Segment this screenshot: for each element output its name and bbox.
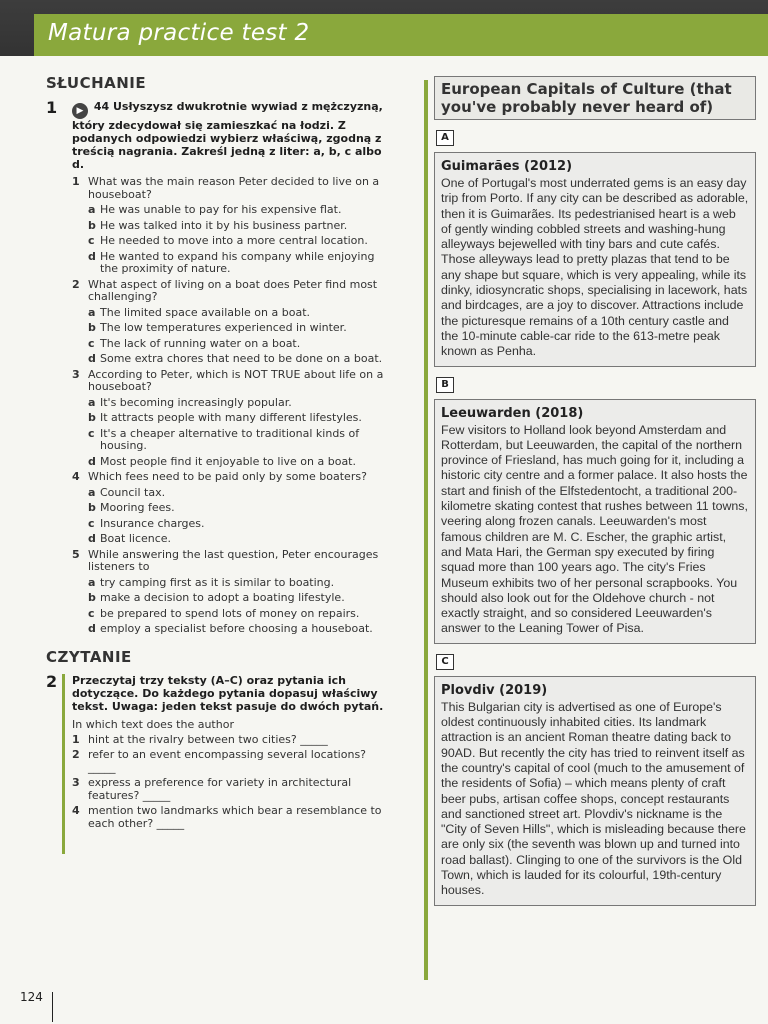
text-label: C <box>436 654 454 670</box>
answer-option[interactable] <box>72 412 386 425</box>
listening-questions <box>72 176 386 636</box>
question-number: 4 <box>72 470 80 483</box>
option-letter: d <box>88 249 96 263</box>
option-text: Council tax. <box>100 485 166 499</box>
answer-option[interactable] <box>72 322 386 335</box>
question-number: 1 <box>72 175 80 188</box>
option-letter: b <box>88 321 96 334</box>
article-texts <box>434 120 756 906</box>
question-number: 2 <box>72 748 80 761</box>
text-label: A <box>436 130 454 146</box>
text-body: Few visitors to Holland look beyond Amsterdam and Rotterdam, but Leeuwarden, the capital of the northern province of Friesland, has much going for it, including a historic city centre and a former palace. It also hosts the start and finish of the Elfstedentocht, a traditional 200-kilometre skating contest that rushes between 11 towns, veering along frozen canals. Leeuwarden's most famous children are M. C. Escher, the graphic artist, and Mata Hari, the German spy executed by firing squad more than 100 years ago. The city's Fries Museum exhibits two of her personal scrapbooks. You should also look out for the Oldehove church - not exactly straight, and so considered Leeuwarden's answer to the Leaning Tower of Pisa. <box>441 422 748 636</box>
answer-option[interactable] <box>72 220 386 233</box>
answer-option[interactable] <box>72 608 386 621</box>
option-letter: b <box>88 411 96 424</box>
option-letter: d <box>88 352 96 365</box>
reading-question[interactable] <box>72 734 386 747</box>
listening-question <box>72 471 386 484</box>
page-number-rule <box>52 992 53 1022</box>
option-letter: a <box>88 575 96 589</box>
option-text: He needed to move into a more central location. <box>100 234 368 247</box>
answer-option[interactable] <box>72 487 386 500</box>
article-title: European Capitals of Culture (that you've probably never heard of) <box>434 76 756 120</box>
question-number: 4 <box>72 804 80 817</box>
option-letter: d <box>88 454 96 468</box>
reading-question[interactable] <box>72 749 386 774</box>
option-text: Most people find it enjoyable to live on a boat. <box>100 454 356 468</box>
option-letter: c <box>88 234 95 247</box>
option-letter: b <box>88 501 96 514</box>
question-text: What aspect of living on a boat does Peter find most challenging? <box>88 277 378 303</box>
answer-option[interactable] <box>72 235 386 248</box>
answer-option[interactable] <box>72 338 386 351</box>
listening-question <box>72 369 386 394</box>
question-text: express a preference for variety in architectural features? _____ <box>88 776 352 802</box>
option-letter: c <box>88 606 95 620</box>
option-text: It's a cheaper alternative to traditional kinds of housing. <box>100 426 360 452</box>
audio-track-icon[interactable]: ▶ <box>72 103 88 119</box>
question-text: hint at the rivalry between two cities? _____ <box>88 732 328 746</box>
option-letter: b <box>88 591 96 604</box>
option-letter: a <box>88 305 96 319</box>
answer-option[interactable] <box>72 353 386 366</box>
reading-heading: CZYTANIE <box>46 647 132 666</box>
option-letter: c <box>88 426 95 440</box>
listening-task <box>46 100 386 636</box>
option-letter: c <box>88 336 95 350</box>
reading-task-bar <box>62 674 65 854</box>
question-text: While answering the last question, Peter encourages listeners to <box>88 547 379 573</box>
option-text: be prepared to spend lots of money on repairs. <box>100 606 360 620</box>
answer-option[interactable] <box>72 623 386 636</box>
reading-task <box>46 671 386 831</box>
text-box <box>434 676 756 906</box>
reading-lead: In which text does the author <box>72 717 234 731</box>
answer-option[interactable] <box>72 428 386 453</box>
reading-task-number: 2 <box>46 671 58 691</box>
text-label: B <box>436 377 454 393</box>
option-text: Boat licence. <box>100 532 172 545</box>
option-text: Some extra chores that need to be done on a boat. <box>100 352 383 365</box>
option-text: He wanted to expand his company while enjoying the proximity of nature. <box>100 249 375 275</box>
option-text: employ a specialist before choosing a houseboat. <box>100 622 373 635</box>
option-letter: d <box>88 622 96 635</box>
page-number: 124 <box>20 990 43 1004</box>
option-text: Mooring fees. <box>100 501 175 514</box>
answer-option[interactable] <box>72 204 386 217</box>
answer-option[interactable] <box>72 456 386 469</box>
left-column <box>46 74 386 830</box>
reading-questions <box>72 734 386 831</box>
text-heading: Leeuwarden (2018) <box>441 405 584 421</box>
question-number: 3 <box>72 367 80 381</box>
reading-question[interactable] <box>72 805 386 830</box>
option-text: It's becoming increasingly popular. <box>100 395 292 409</box>
text-heading: Plovdiv (2019) <box>441 682 548 698</box>
track-number: 44 <box>93 100 110 113</box>
listening-question <box>72 549 386 574</box>
answer-option[interactable] <box>72 518 386 531</box>
reading-instruction: Przeczytaj trzy teksty (A–C) oraz pytania ich dotyczące. Do każdego pytania dopasuj właściwy tekst. Uwaga: jeden tekst pasuje do dwóch pytań. <box>72 673 384 713</box>
answer-option[interactable] <box>72 251 386 276</box>
answer-option[interactable] <box>72 502 386 515</box>
option-letter: b <box>88 218 96 232</box>
question-number: 1 <box>72 732 80 746</box>
text-box <box>434 152 756 367</box>
question-number: 5 <box>72 547 80 561</box>
question-text: refer to an event encompassing several locations? _____ <box>88 748 367 774</box>
article-side-rule <box>424 80 428 980</box>
text-body: One of Portugal's most underrated gems is an easy day trip from Porto. If any city can be described as adorable, then it is Guimarães. Its pedestrianised heart is a web of gently winding cobbled streets and washing-hung alleyways bejewelled with tiny bars and cute cafés. Those alleyways lead to pretty plazas that tend to be any shape but square, which is very appealing, while its dinky, idiosyncratic shops, specialising in lacework, hats and birdcages, are a joy to discover. Attractions include the picturesque remains of a 10th century castle and the 10-minute cable-car ride to the 613-metre peak known as Penha. <box>441 176 749 359</box>
text-body: This Bulgarian city is advertised as one of Europe's oldest continuously inhabited cities. Its landmark attraction is an ancient Roman theatre dating back to 90AD. But recently the city has tried to reinvent itself as the country's capital of cool (much to the amusement of the residents of Sofia) – which means plenty of craft beer pubs, artisan coffee shops, concept restaurants and sanctioned street art. Plovdiv's nickname is the "City of Seven Hills", which is misleading because there are only six (the seventh was blown up and turned into road ballast). Clinging to one of the survivors is the Old Town, which is lauded for its colourful, 19th-century houses. <box>441 699 746 898</box>
question-text: According to Peter, which is NOT TRUE about life on a houseboat? <box>88 367 384 393</box>
listening-instruction <box>72 100 386 171</box>
listening-task-number: 1 <box>46 98 58 117</box>
option-text: He was unable to pay for his expensive flat. <box>100 203 342 216</box>
option-letter: a <box>88 203 96 216</box>
option-text: The low temperatures experienced in winter. <box>100 321 347 334</box>
text-box <box>434 399 756 644</box>
question-text: Which fees need to be paid only by some boaters? <box>88 470 367 483</box>
reading-question[interactable] <box>72 777 386 802</box>
option-letter: c <box>88 516 95 530</box>
answer-option[interactable] <box>72 592 386 605</box>
answer-option[interactable] <box>72 577 386 590</box>
page-title: Matura practice test 2 <box>48 20 310 46</box>
question-number: 3 <box>72 776 80 789</box>
question-text: What was the main reason Peter decided to live on a houseboat? <box>88 175 380 201</box>
option-text: make a decision to adopt a boating lifestyle. <box>100 591 345 604</box>
listening-instruction-text: Usłyszysz dwukrotnie wywiad z mężczyzną, który zdecydował się zamieszkać na łodzi. Z podanych odpowiedzi wybierz właściwą, zgodną z treścią nagrania. Zakreśl jedną z liter: a, b, c albo d. <box>72 100 383 171</box>
listening-heading: SŁUCHANIE <box>46 74 147 92</box>
answer-option[interactable] <box>72 533 386 546</box>
option-letter: a <box>88 485 96 499</box>
answer-option[interactable] <box>72 397 386 410</box>
question-text: mention two landmarks which bear a resemblance to each other? _____ <box>88 804 382 830</box>
question-number: 2 <box>72 277 80 291</box>
listening-question <box>72 279 386 304</box>
option-letter: d <box>88 532 96 545</box>
option-text: It attracts people with many different lifestyles. <box>100 411 362 424</box>
option-letter: a <box>88 395 96 409</box>
article-column <box>434 76 756 906</box>
option-text: The limited space available on a boat. <box>100 305 311 319</box>
option-text: The lack of running water on a boat. <box>100 336 301 350</box>
option-text: He was talked into it by his business partner. <box>100 218 348 232</box>
option-text: try camping first as it is similar to boating. <box>100 575 335 589</box>
text-heading: Guimarães (2012) <box>441 159 573 174</box>
listening-question <box>72 176 386 201</box>
answer-option[interactable] <box>72 307 386 320</box>
option-text: Insurance charges. <box>100 516 205 530</box>
